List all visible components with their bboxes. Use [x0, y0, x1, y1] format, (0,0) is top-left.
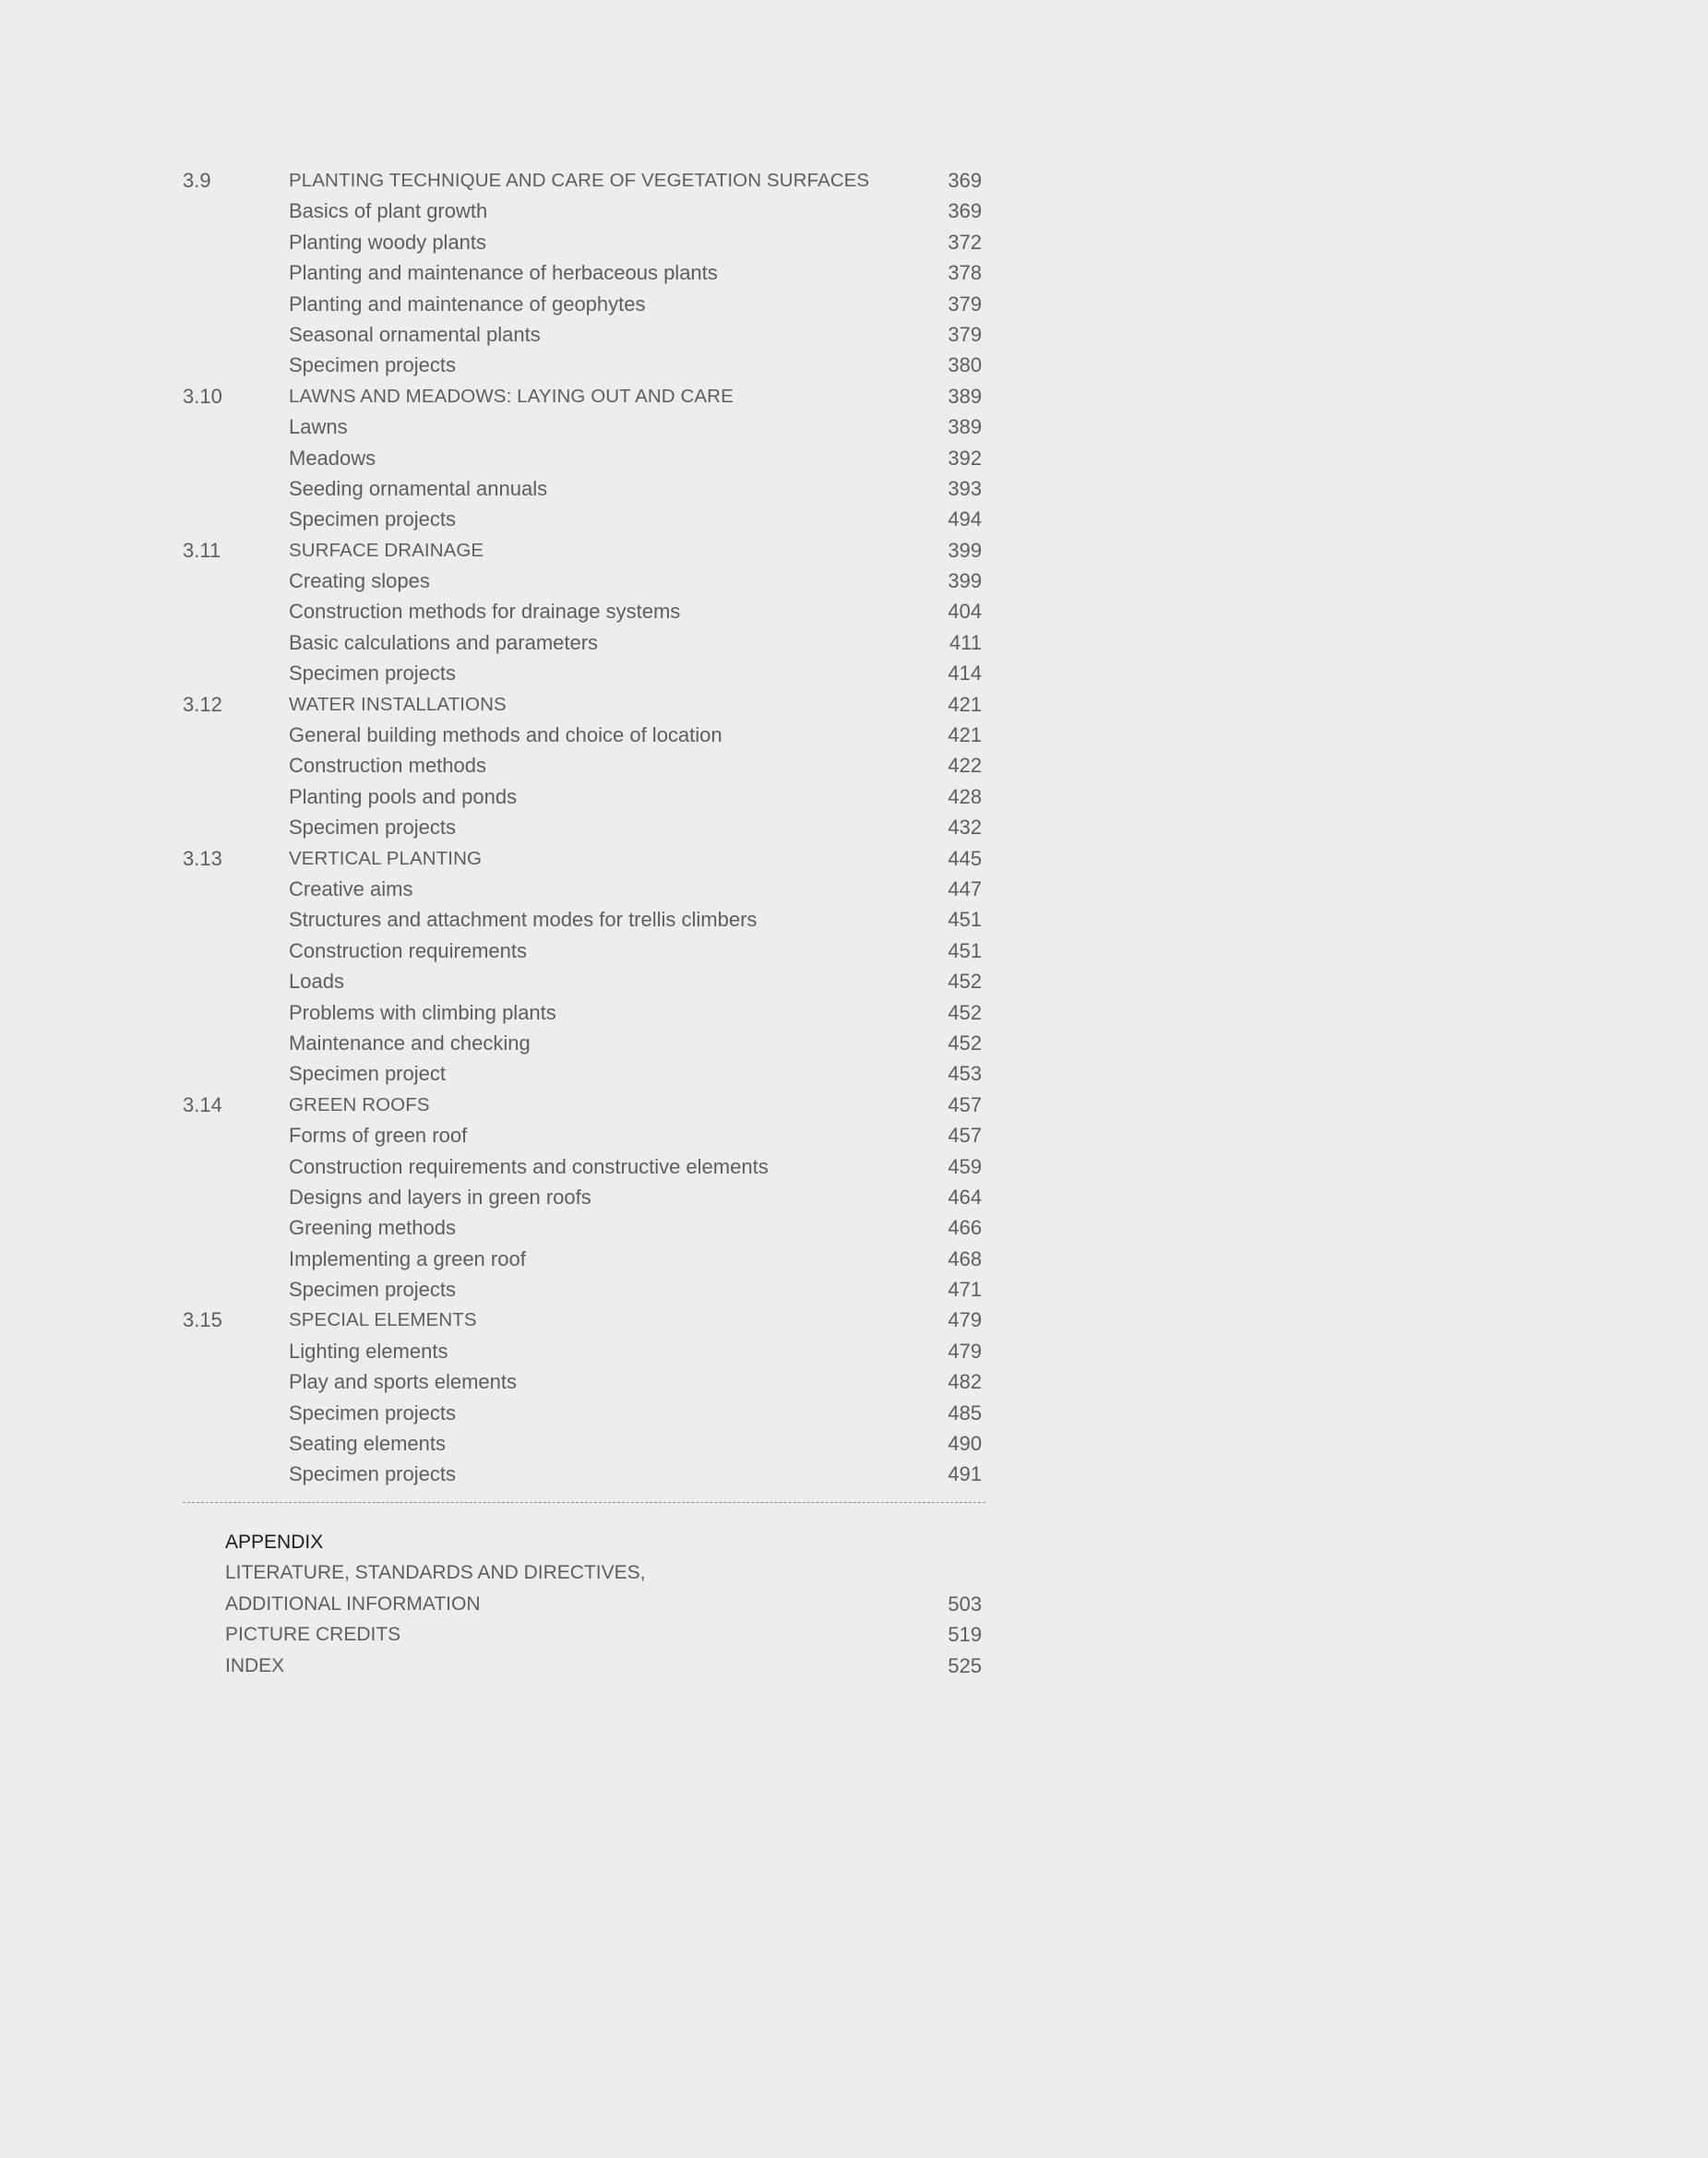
toc-page-number: 468 [948, 1246, 982, 1270]
toc-page-number: 372 [948, 230, 982, 254]
toc-entry-title: Seating elements [289, 1432, 446, 1456]
toc-entry-title: Construction requirements and constructive elements [289, 1154, 769, 1178]
toc-entry-title: Specimen projects [289, 1401, 456, 1425]
toc-chapter-title: WATER INSTALLATIONS [289, 693, 507, 715]
toc-page-number: 369 [948, 199, 982, 223]
toc-page-number: 494 [948, 507, 982, 531]
toc-page-number: 411 [949, 630, 982, 654]
appendix-entry-row [183, 1651, 985, 1681]
toc-section-number: 3.13 [183, 846, 222, 870]
toc-entry-row [183, 966, 985, 996]
toc-entry-title: Structures and attachment modes for trellis climbers [289, 908, 758, 932]
toc-chapter-title: LAWNS AND MEADOWS: LAYING OUT AND CARE [289, 385, 734, 407]
toc-entry-row [183, 1212, 985, 1243]
toc-page-number: 378 [948, 261, 982, 285]
toc-entry-row [183, 997, 985, 1028]
toc-page-number: 464 [948, 1185, 982, 1209]
appendix-entry-title: LITERATURE, STANDARDS AND DIRECTIVES, [225, 1562, 646, 1584]
appendix-heading: APPENDIX [225, 1532, 324, 1553]
appendix-entry-row [183, 1619, 985, 1650]
appendix-page-number: 525 [948, 1653, 982, 1677]
toc-entry-title: Planting and maintenance of herbaceous plants [289, 261, 718, 285]
toc-page-number: 380 [948, 353, 982, 377]
toc-entry-title: Specimen projects [289, 1462, 456, 1486]
toc-entry-row [183, 227, 985, 257]
toc-entry-row [183, 1428, 985, 1459]
toc-entry-row [183, 289, 985, 319]
toc-entry-row [183, 781, 985, 812]
toc-page-number: 432 [948, 816, 982, 840]
toc-entry-title: Creative aims [289, 876, 413, 900]
toc-page-number: 369 [948, 169, 982, 192]
toc-page-number: 479 [948, 1308, 982, 1332]
toc-entry-title: Problems with climbing plants [289, 1000, 556, 1024]
toc-entry-title: Greening methods [289, 1216, 456, 1240]
toc-entry-title: Construction methods for drainage systems [289, 600, 681, 624]
dashed-divider [183, 1502, 985, 1503]
toc-entry-title: Construction methods [289, 754, 486, 778]
appendix-entry-title: INDEX [225, 1654, 285, 1676]
toc-entry-row [183, 1120, 985, 1151]
toc-section-number: 3.11 [183, 538, 221, 562]
toc-page-number: 421 [948, 723, 982, 747]
toc-page-number: 452 [948, 1000, 982, 1024]
toc-page-number: 485 [948, 1401, 982, 1425]
toc-chapter-title: VERTICAL PLANTING [289, 847, 483, 869]
toc-entry-title: Specimen projects [289, 353, 456, 377]
toc-entry-title: Lawns [289, 415, 348, 439]
toc-entry-title: Specimen project [289, 1062, 446, 1086]
toc-page-number: 453 [948, 1062, 982, 1086]
toc-page-number: 445 [948, 846, 982, 870]
toc-entry-row [183, 504, 985, 534]
toc-page-number: 457 [948, 1092, 982, 1116]
toc-page-number: 479 [948, 1339, 982, 1363]
toc-section-number: 3.9 [183, 169, 211, 192]
toc-page-number: 457 [948, 1124, 982, 1148]
appendix-section [183, 1527, 985, 1681]
toc-chapter-title: SURFACE DRAINAGE [289, 539, 484, 561]
toc-chapter-row [183, 165, 985, 196]
toc-page-number: 414 [948, 662, 982, 686]
toc-chapter-row [183, 689, 985, 720]
toc-page-number: 379 [948, 292, 982, 316]
toc-page-number: 389 [948, 415, 982, 439]
toc-chapter-title: SPECIAL ELEMENTS [289, 1309, 477, 1331]
toc-page-number: 471 [948, 1278, 982, 1302]
toc-entry-row [183, 473, 985, 504]
appendix-entry-title: ADDITIONAL INFORMATION [225, 1592, 481, 1615]
toc-page-number: 399 [948, 569, 982, 593]
toc-entry-row [183, 904, 985, 935]
toc-page-number: 451 [948, 908, 982, 932]
toc-entry-row [183, 812, 985, 842]
toc-entry-title: Specimen projects [289, 816, 456, 840]
toc-entry-title: Implementing a green roof [289, 1246, 526, 1270]
toc-page-number: 451 [948, 938, 982, 962]
toc-entry-row [183, 936, 985, 966]
toc-entry-title: Meadows [289, 446, 376, 470]
toc-entry-title: Maintenance and checking [289, 1031, 531, 1055]
toc-entry-title: Forms of green roof [289, 1124, 468, 1148]
toc-entry-row [183, 443, 985, 473]
toc-section-number: 3.10 [183, 384, 222, 408]
toc-page-number: 428 [948, 784, 982, 808]
toc-page-number: 459 [948, 1154, 982, 1178]
toc-page-number: 447 [948, 876, 982, 900]
toc-page-number: 404 [948, 600, 982, 624]
appendix-entry-row [183, 1557, 985, 1588]
toc-entry-row [183, 1274, 985, 1305]
toc-chapter-row [183, 843, 985, 874]
toc-entry-row [183, 1336, 985, 1366]
toc-entry-title: Creating slopes [289, 569, 430, 593]
toc-page-number: 466 [948, 1216, 982, 1240]
toc-entry-row [183, 1151, 985, 1182]
toc-entry-row [183, 596, 985, 626]
appendix-entry-title: PICTURE CREDITS [225, 1624, 401, 1646]
toc-chapter-title: GREEN ROOFS [289, 1093, 430, 1115]
toc-page-number: 389 [948, 384, 982, 408]
toc-page-number: 491 [948, 1462, 982, 1486]
toc-chapter-title: PLANTING TECHNIQUE AND CARE OF VEGETATION SURFACES [289, 170, 870, 191]
appendix-entry-row [183, 1589, 985, 1619]
toc-entry-row [183, 720, 985, 750]
toc-entry-title: Basic calculations and parameters [289, 630, 599, 654]
toc-chapter-row [183, 381, 985, 411]
toc-entry-row [183, 1366, 985, 1397]
toc-chapter-row [183, 535, 985, 566]
toc-entry-row [183, 1398, 985, 1428]
toc-entry-row [183, 1182, 985, 1212]
appendix-page-number: 503 [948, 1592, 982, 1616]
toc-entry-title: Lighting elements [289, 1339, 448, 1363]
toc-entry-title: Specimen projects [289, 507, 456, 531]
toc-entry-row [183, 196, 985, 226]
toc-entry-title: Planting woody plants [289, 230, 487, 254]
toc-page-number: 490 [948, 1432, 982, 1456]
toc-entry-title: Specimen projects [289, 1278, 456, 1302]
toc-entry-title: Seasonal ornamental plants [289, 322, 541, 346]
toc-entry-title: Basics of plant growth [289, 199, 488, 223]
toc-entry-row [183, 750, 985, 781]
toc-entry-title: Planting pools and ponds [289, 784, 518, 808]
toc-page-number: 392 [948, 446, 982, 470]
toc-page-number: 422 [948, 754, 982, 778]
toc-entry-row [183, 874, 985, 904]
toc-page-number: 379 [948, 322, 982, 346]
toc-entry-title: Designs and layers in green roofs [289, 1185, 591, 1209]
appendix-heading-row [183, 1527, 985, 1557]
toc-entry-title: Specimen projects [289, 662, 456, 686]
toc-page-number: 421 [948, 692, 982, 716]
toc-entry-title: General building methods and choice of location [289, 723, 723, 747]
toc-entry-title: Planting and maintenance of geophytes [289, 292, 646, 316]
toc-page-number: 452 [948, 1031, 982, 1055]
toc-page-number: 393 [948, 476, 982, 500]
toc-entry-row [183, 1028, 985, 1058]
toc-entry-title: Construction requirements [289, 938, 528, 962]
toc-chapter-row [183, 1305, 985, 1335]
toc-entry-title: Loads [289, 970, 344, 994]
appendix-page-number: 519 [948, 1623, 982, 1647]
toc-entry-row [183, 257, 985, 288]
toc-entry-row [183, 566, 985, 596]
toc-entry-row [183, 1058, 985, 1089]
toc-entry-row [183, 1244, 985, 1274]
toc-section-number: 3.14 [183, 1092, 222, 1116]
table-of-contents [183, 165, 985, 1490]
toc-section-number: 3.12 [183, 692, 222, 716]
toc-entry-row [183, 658, 985, 688]
toc-entry-row [183, 350, 985, 380]
toc-entry-row [183, 411, 985, 442]
toc-entry-row [183, 1459, 985, 1489]
appendix-entries [183, 1557, 985, 1681]
toc-entry-row [183, 627, 985, 658]
toc-page-number: 482 [948, 1370, 982, 1394]
toc-chapter-row [183, 1090, 985, 1120]
toc-entry-row [183, 319, 985, 350]
toc-entry-title: Play and sports elements [289, 1370, 518, 1394]
toc-section-number: 3.15 [183, 1308, 222, 1332]
toc-entry-title: Seeding ornamental annuals [289, 476, 548, 500]
toc-page-number: 452 [948, 970, 982, 994]
toc-page-number: 399 [948, 538, 982, 562]
